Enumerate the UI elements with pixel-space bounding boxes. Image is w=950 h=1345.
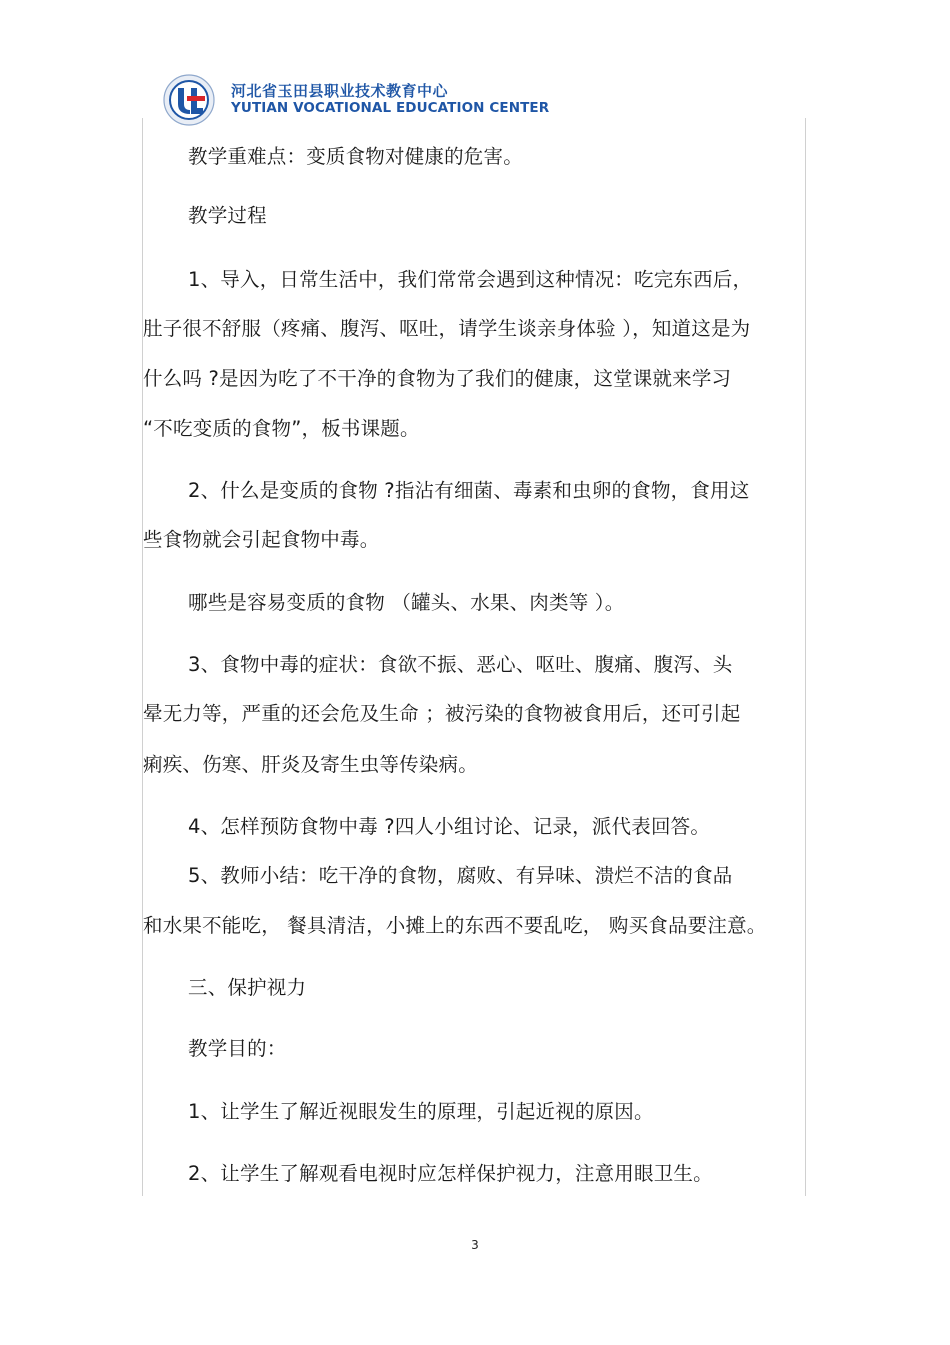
page-frame-right-border	[805, 118, 806, 1196]
text-line: 痢疾、伤寒、肝炎及寄生虫等传染病。	[143, 753, 478, 776]
text-line: 教学目的：	[188, 1037, 287, 1060]
text-line: “不吃变质的食物”，板书课题。	[143, 417, 420, 440]
text-line: 教学重难点：变质食物对健康的危害。	[188, 145, 523, 168]
page-number: 3	[471, 1238, 479, 1252]
school-name-cn: 河北省玉田县职业技术教育中心	[231, 82, 449, 100]
text-line: 2、什么是变质的食物 ?指沾有细菌、毒素和虫卵的食物，食用这	[188, 479, 750, 502]
text-line: 肚子很不舒服（疼痛、腹泻、呕吐，请学生谈亲身体验 ），知道这是为	[143, 317, 751, 340]
text-line: 1、让学生了解近视眼发生的原理，引起近视的原因。	[188, 1100, 654, 1123]
text-line: 2、让学生了解观看电视时应怎样保护视力，注意用眼卫生。	[188, 1162, 713, 1185]
school-header	[163, 70, 563, 126]
section-heading: 三、保护视力	[188, 976, 307, 999]
text-line: 什么吗 ?是因为吃了不干净的食物为了我们的健康，这堂课就来学习	[143, 367, 732, 390]
school-logo-icon	[163, 74, 215, 126]
text-line: 教学过程	[188, 204, 267, 227]
page-frame-left-border	[142, 118, 143, 1196]
text-line: 4、怎样预防食物中毒 ?四人小组讨论、记录，派代表回答。	[188, 815, 711, 838]
text-line: 1、导入，日常生活中，我们常常会遇到这种情况：吃完东西后，	[188, 268, 753, 291]
text-line: 3、食物中毒的症状：食欲不振、恶心、呕吐、腹痛、腹泻、头	[188, 653, 733, 676]
text-line: 和水果不能吃， 餐具清洁，小摊上的东西不要乱吃， 购买食品要注意。	[143, 914, 767, 937]
school-name-en: YUTIAN VOCATIONAL EDUCATION CENTER	[231, 100, 550, 116]
text-line: 哪些是容易变质的食物 （罐头、水果、肉类等 ）。	[188, 591, 625, 614]
text-line: 晕无力等，严重的还会危及生命 ；被污染的食物被食用后，还可引起	[143, 702, 741, 725]
text-line: 些食物就会引起食物中毒。	[143, 528, 380, 551]
text-line: 5、教师小结：吃干净的食物，腐败、有异味、溃烂不洁的食品	[188, 864, 733, 887]
